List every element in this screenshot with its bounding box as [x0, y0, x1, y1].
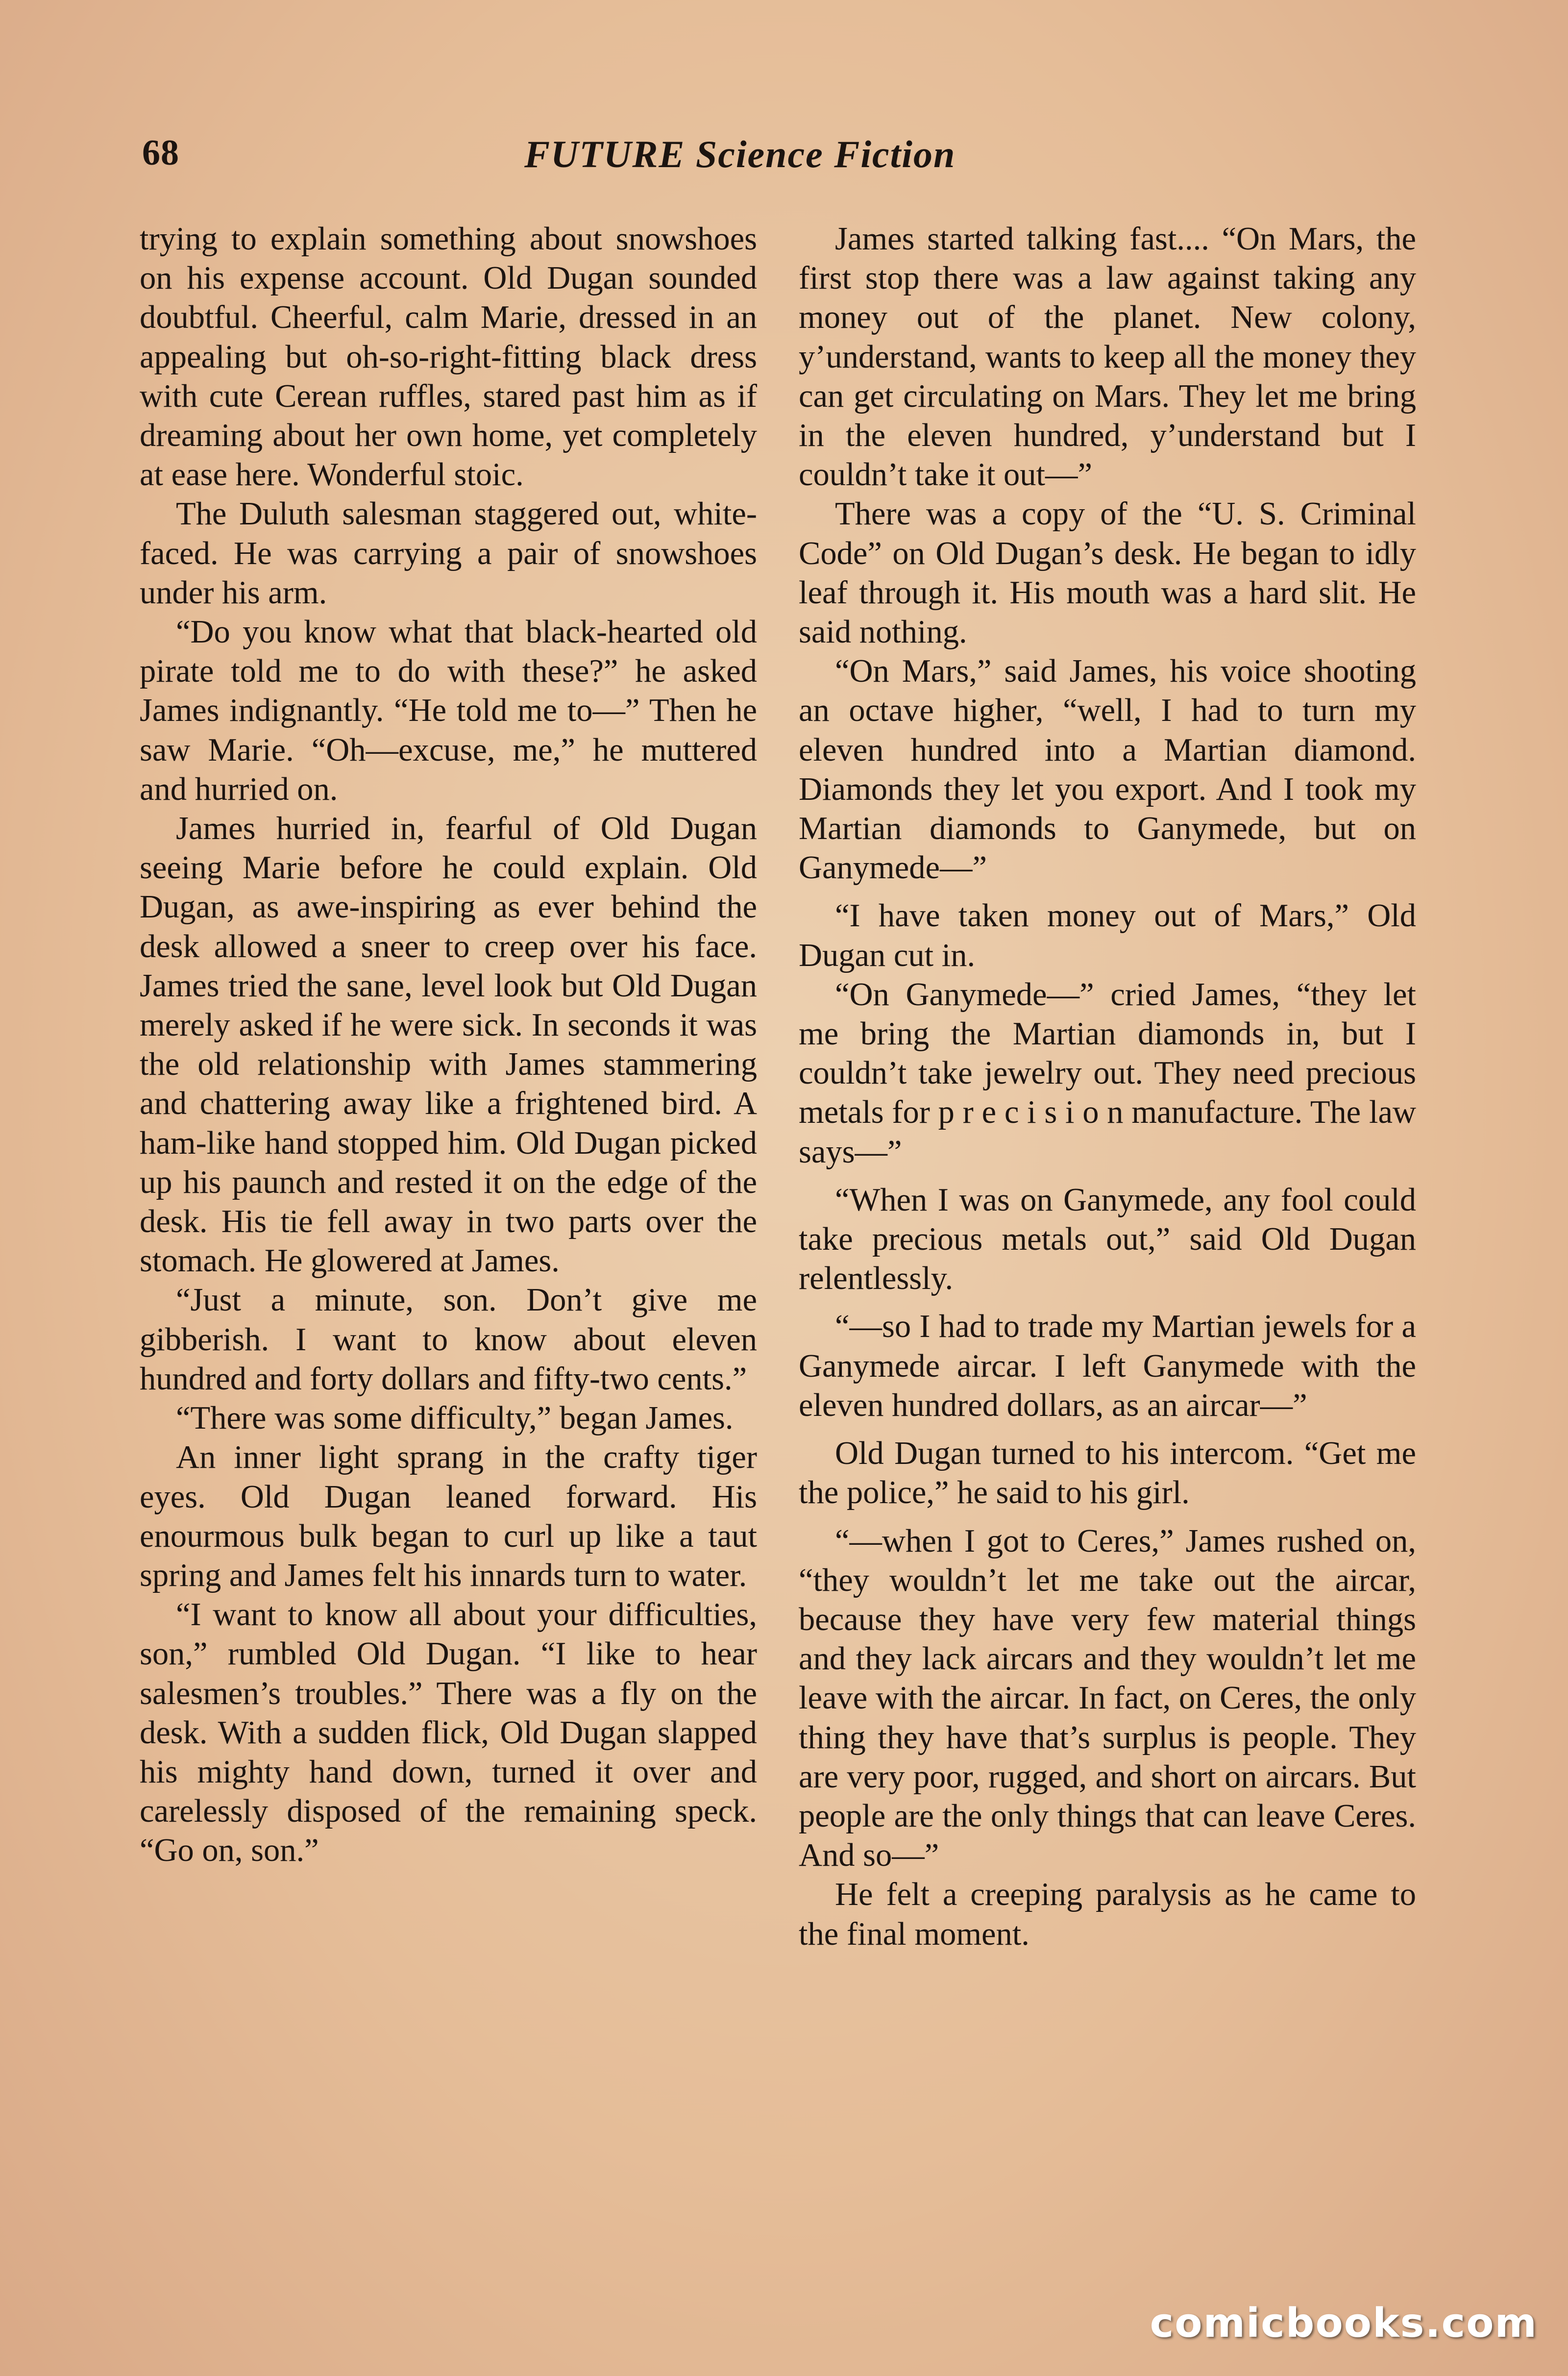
paragraph: James started talking fast.... “On Mars, the first stop there was a law against taking any money out of the planet. New colony, y’understand, wants to keep all the money they can get circulating on Mars. They let me bring in the eleven hundred, y’understand but I couldn’t take it out—”	[799, 221, 1416, 493]
paragraph: “Do you know what that black-hearted old pirate told me to do with these?” he asked James indignantly. “He told me to—” Then he saw Marie. “Oh—excuse, me,” he muttered and hurried on.	[140, 614, 757, 807]
paragraph: trying to explain something about snowshoes on his expense account. Old Dugan sounded doubtful. Cheerful, calm Marie, dressed in an appealing but oh-so-right-fitting black dress with cute Cerean ruffles, stared past him as if dreaming about her own home, yet completely at ease here. Wonderful stoic.	[140, 221, 757, 493]
paragraph: He felt a creeping paralysis as he came to the final moment.	[799, 1877, 1416, 1952]
left-column	[140, 220, 757, 1871]
paragraph: “I want to know all about your difficulties, son,” rumbled Old Dugan. “I like to hear salesmen’s troubles.” There was a fly on the desk. With a sudden flick, Old Dugan slapped his mighty hand down, turned it over and carelessly disposed of the remaining speck. “Go on, son.”	[140, 1597, 757, 1869]
paragraph: “Just a minute, son. Don’t give me gibberish. I want to know about eleven hundred and forty dollars and fifty-two cents.”	[140, 1282, 757, 1397]
right-column	[799, 220, 1416, 1954]
page-number: 68	[142, 133, 179, 173]
paragraph: “—so I had to trade my Martian jewels for a Ganymede aircar. I left Ganymede with the eleven hundred dollars, as an aircar—”	[799, 1309, 1416, 1423]
running-title: FUTURE Science Fiction	[524, 133, 956, 175]
paragraph: “There was some difficulty,” began James.	[176, 1400, 734, 1436]
paragraph: An inner light sprang in the crafty tiger eyes. Old Dugan leaned forward. His enourmous bulk began to curl up like a taut spring and James felt his innards turn to water.	[140, 1439, 757, 1593]
paragraph: “On Mars,” said James, his voice shooting an octave higher, “well, I had to turn my eleven hundred into a Martian diamond. Diamonds they let you export. And I took my Martian diamonds to Ganymede, but on Ganymede—”	[799, 653, 1416, 886]
paragraph: The Duluth salesman staggered out, white-faced. He was carrying a pair of snowshoes under his arm.	[140, 496, 757, 611]
paragraph: James hurried in, fearful of Old Dugan seeing Marie before he could explain. Old Dugan, as awe-inspiring as ever behind the desk allowed a sneer to creep over his face. James tried the sane, level look but Old Dugan merely asked if he were sick. In seconds it was the old relationship with James stammering and chattering away like a frightened bird. A ham-like hand stopped him. Old Dugan picked up his paunch and rested it on the edge of the desk. His tie fell away in two parts over the stomach. He glowered at James.	[140, 811, 757, 1279]
paragraph: “I have taken money out of Mars,” Old Dugan cut in.	[799, 898, 1416, 973]
paragraph: “When I was on Ganymede, any fool could take precious metals out,” said Old Dugan relentlessly.	[799, 1182, 1416, 1297]
paragraph: “—when I got to Ceres,” James rushed on, “they wouldn’t let me take out the aircar, because they have very few material things and they lack aircars and they wouldn’t let me leave with the aircar. In fact, on Ceres, the only thing they have that’s surplus is people. They are very poor, rugged, and short on aircars. But people are the only things that can leave Ceres. And so—”	[799, 1523, 1416, 1874]
watermark-logo: comicbooks.com	[1150, 2300, 1538, 2347]
paragraph: There was a copy of the “U. S. Criminal Code” on Old Dugan’s desk. He began to idly leaf through it. His mouth was a hard slit. He said nothing.	[799, 496, 1416, 650]
page-header	[142, 132, 1426, 186]
paragraph: Old Dugan turned to his intercom. “Get me the police,” he said to his girl.	[799, 1436, 1416, 1511]
paragraph: “On Ganymede—” cried James, “they let me bring the Martian diamonds in, but I couldn’t take jewelry out. They need precious metals for p r e c i s i o n manufacture. The law says—”	[799, 976, 1416, 1170]
